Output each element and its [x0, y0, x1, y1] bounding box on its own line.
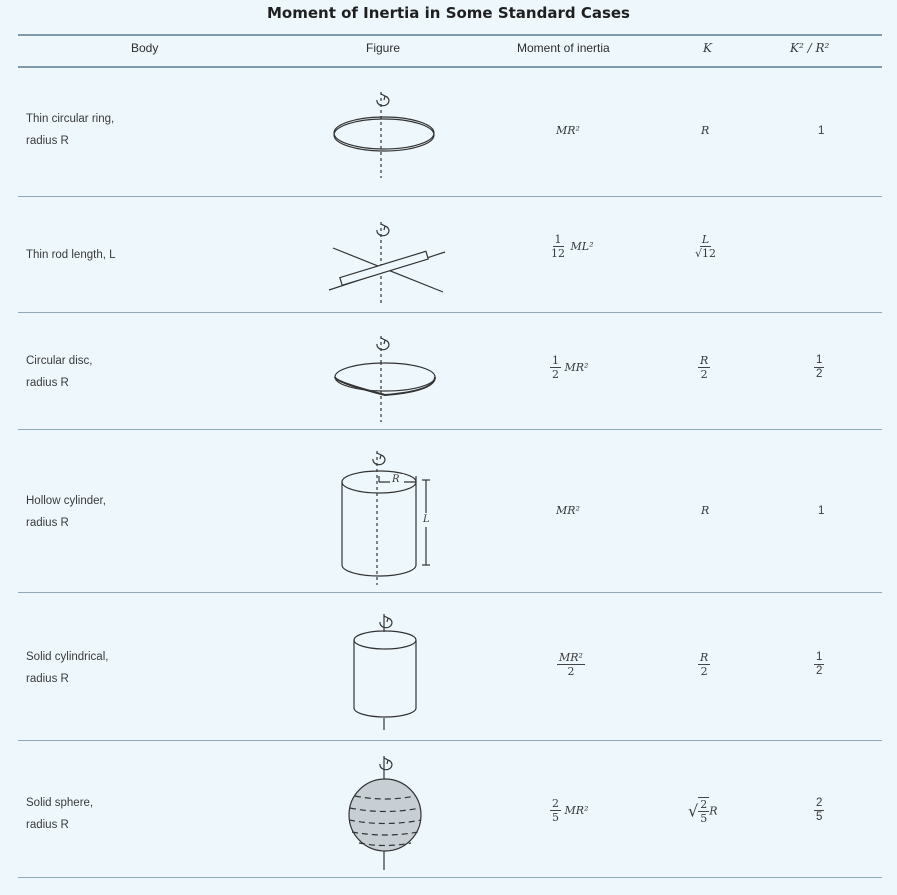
- body-cell: Hollow cylinder, radius R: [26, 495, 106, 529]
- header-figure: Figure: [366, 41, 401, 55]
- solid-cylinder-figure-icon: [345, 610, 430, 735]
- body-cell: Solid cylindrical, radius R: [26, 651, 109, 685]
- moment-cell: $\frac{2}{5}$ MR²: [552, 797, 589, 824]
- body-cell: Solid sphere, radius R: [26, 797, 94, 831]
- header-k: K: [703, 41, 712, 55]
- rod-figure-icon: [325, 220, 450, 310]
- k-cell: R: [701, 124, 710, 137]
- k-cell: √ $\frac{2}{5}$ R: [688, 798, 718, 825]
- k2r2-cell: $\frac{1}{2}$: [816, 651, 823, 677]
- moment-cell: MR²: [556, 504, 580, 517]
- row-divider: [18, 740, 882, 741]
- row-divider: [18, 429, 882, 430]
- moment-cell: $\frac{\text{MR²}}{2}$: [559, 651, 583, 678]
- ring-figure-icon: [330, 88, 440, 183]
- header-k2r2: K² / R²: [790, 41, 830, 55]
- moment-cell: $\frac{1}{2}$ MR²: [552, 354, 589, 381]
- table-bottom-rule: [18, 877, 882, 878]
- header-bottom-rule: [18, 66, 882, 68]
- header-top-rule: [18, 34, 882, 36]
- body-cell: Thin circular ring, radius R: [26, 113, 115, 147]
- k-cell: $\frac{R}{2}$: [700, 354, 709, 381]
- header-body: Body: [131, 41, 159, 55]
- moment-cell: $\frac{1}{12}$ ML²: [551, 233, 594, 260]
- page-title: Moment of Inertia in Some Standard Cases: [267, 4, 630, 22]
- k2r2-cell: $\frac{1}{2}$: [816, 354, 823, 380]
- body-cell: Circular disc, radius R: [26, 355, 93, 389]
- moment-cell: MR²: [556, 124, 580, 137]
- header-moment: Moment of inertia: [517, 41, 610, 55]
- figure-label-r: R: [392, 474, 400, 485]
- row-divider: [18, 312, 882, 313]
- k2r2-cell: 1: [818, 125, 825, 137]
- row-divider: [18, 196, 882, 197]
- k2r2-cell: 1: [818, 505, 825, 517]
- k2r2-cell: $\frac{2}{5}$: [816, 797, 823, 823]
- figure-label-l: L: [423, 514, 430, 525]
- sphere-figure-icon: [345, 752, 430, 872]
- row-divider: [18, 592, 882, 593]
- k-cell: $\frac{R}{2}$: [700, 651, 709, 678]
- k-cell: R: [701, 504, 710, 517]
- k-cell: $\frac{L}{√12}$: [695, 233, 717, 260]
- body-cell: Thin rod length, L: [26, 249, 116, 261]
- disc-figure-icon: [330, 332, 440, 427]
